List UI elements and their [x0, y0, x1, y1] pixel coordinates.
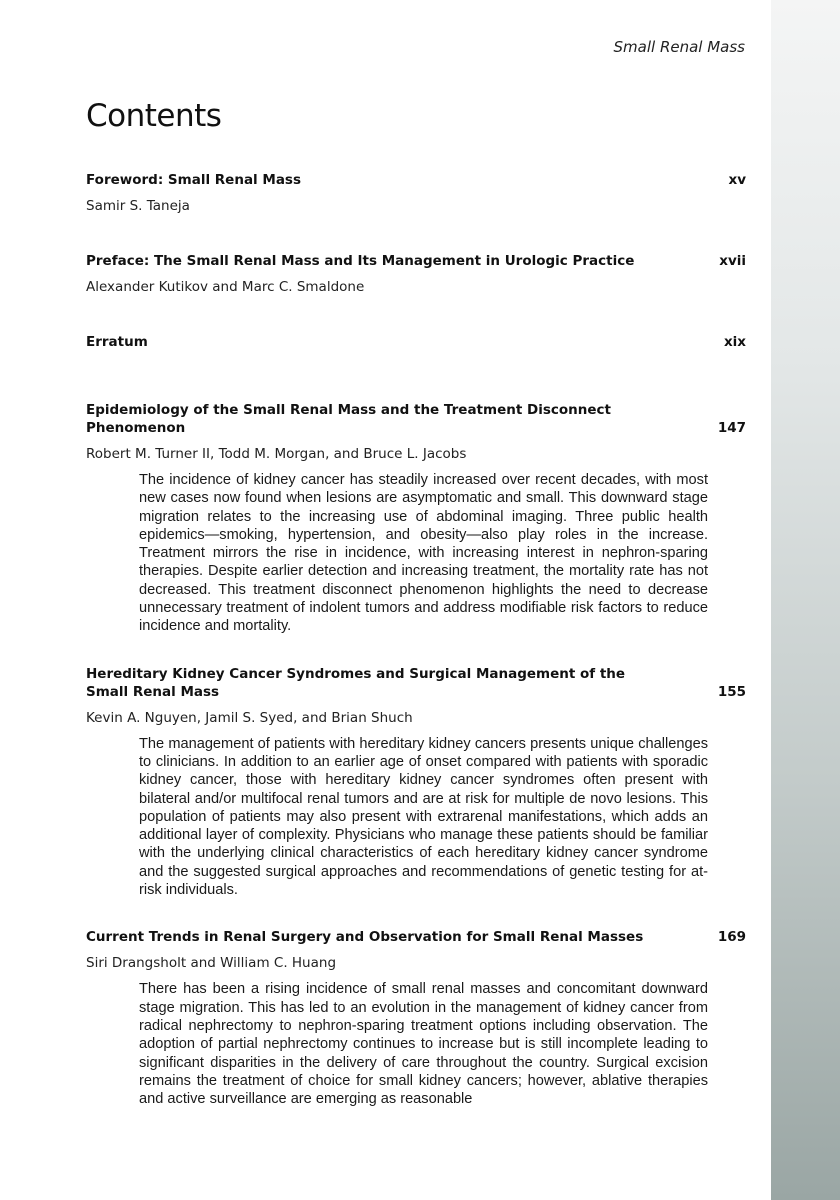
entry-abstract: The incidence of kidney cancer has steadily increased over recent decades, with most new cases now found when lesions are asymptomatic and small. This downward stage migration relates to the increasing use of abdominal imaging. Three public health epidemics—smoking, hypertension, and obesity—also play roles in the increase. Treatment mirrors the rise in incidence, with increasing interest in nephron-sparing therapies. Despite earlier detection and increasing treatment, the mortality rate has not decreased. This treatment disconnect phenomenon highlights the need to decrease unnecessary treatment of indolent tumors and address modifiable risk factors to reduce incidence and mortality.: [139, 472, 708, 635]
running-header: Small Renal Mass: [613, 38, 745, 56]
entry-authors: Alexander Kutikov and Marc C. Smaldone: [86, 279, 365, 295]
entry-title[interactable]: Epidemiology of the Small Renal Mass and the Treatment Disconnect Phenomenon: [86, 402, 611, 436]
entry-title[interactable]: Current Trends in Renal Surgery and Observation for Small Renal Masses: [86, 929, 644, 946]
table-of-contents: [86, 171, 746, 1108]
toc-entry-preface[interactable]: [86, 252, 746, 296]
entry-authors: Kevin A. Nguyen, Jamil S. Syed, and Brian Shuch: [86, 709, 413, 726]
entry-abstract: There has been a rising incidence of small renal masses and concomitant downward stage migration. This has led to an evolution in the management of kidney cancer from radical nephrectomy to nephron-sparing treatment options including observation. The adoption of partial nephrectomy continues to increase but is still incomplete leading to significant disparities in the delivery of care throughout the country. Surgical excision remains the treatment of choice for small kidney cancers; however, ablative therapies and active surveillance are emerging as reasonable: [139, 981, 708, 1108]
entry-title[interactable]: Foreword: Small Renal Mass: [86, 172, 301, 188]
entry-title[interactable]: Hereditary Kidney Cancer Syndromes and Surgical Management of the Small Renal Mass: [86, 665, 626, 700]
entry-title[interactable]: Preface: The Small Renal Mass and Its Management in Urologic Practice: [86, 253, 635, 269]
toc-entry-foreword[interactable]: [86, 171, 746, 215]
toc-entry-hereditary[interactable]: [86, 665, 746, 900]
entry-page-number[interactable]: xvii: [719, 253, 746, 269]
entry-authors: Siri Drangsholt and William C. Huang: [86, 955, 337, 972]
entry-authors: Robert M. Turner II, Todd M. Morgan, and Bruce L. Jacobs: [86, 446, 467, 462]
entry-abstract: The management of patients with hereditary kidney cancers presents unique challenges to clinicians. In addition to an earlier age of onset compared with patients with sporadic kidney cancer, those with hereditary kidney cancer syndromes often present with bilateral and/or multifocal renal tumors and are at risk for multiple de novo lesions. This population of patients may also present with extrarenal manifestations, which adds an additional layer of complexity. Physicians who manage these patients should be familiar with the underlying clinical characteristics of each hereditary kidney cancer syndrome and the suggested surgical approaches and recommendations of genetic testing for at-risk individuals.: [139, 735, 708, 899]
entry-page-number[interactable]: 155: [717, 683, 746, 700]
entry-page-number[interactable]: 147: [717, 420, 746, 436]
side-color-band: [771, 0, 840, 1200]
page-title: Contents: [86, 98, 222, 134]
entry-page-number[interactable]: 169: [717, 929, 746, 946]
entry-page-number[interactable]: xix: [723, 334, 746, 350]
toc-entry-epidemiology[interactable]: [86, 401, 746, 636]
toc-entry-current-trends[interactable]: [86, 928, 746, 1108]
entry-page-number[interactable]: xv: [728, 172, 746, 188]
toc-entry-erratum[interactable]: [86, 333, 746, 351]
entry-authors: Samir S. Taneja: [86, 198, 190, 214]
entry-title[interactable]: Erratum: [86, 334, 148, 350]
